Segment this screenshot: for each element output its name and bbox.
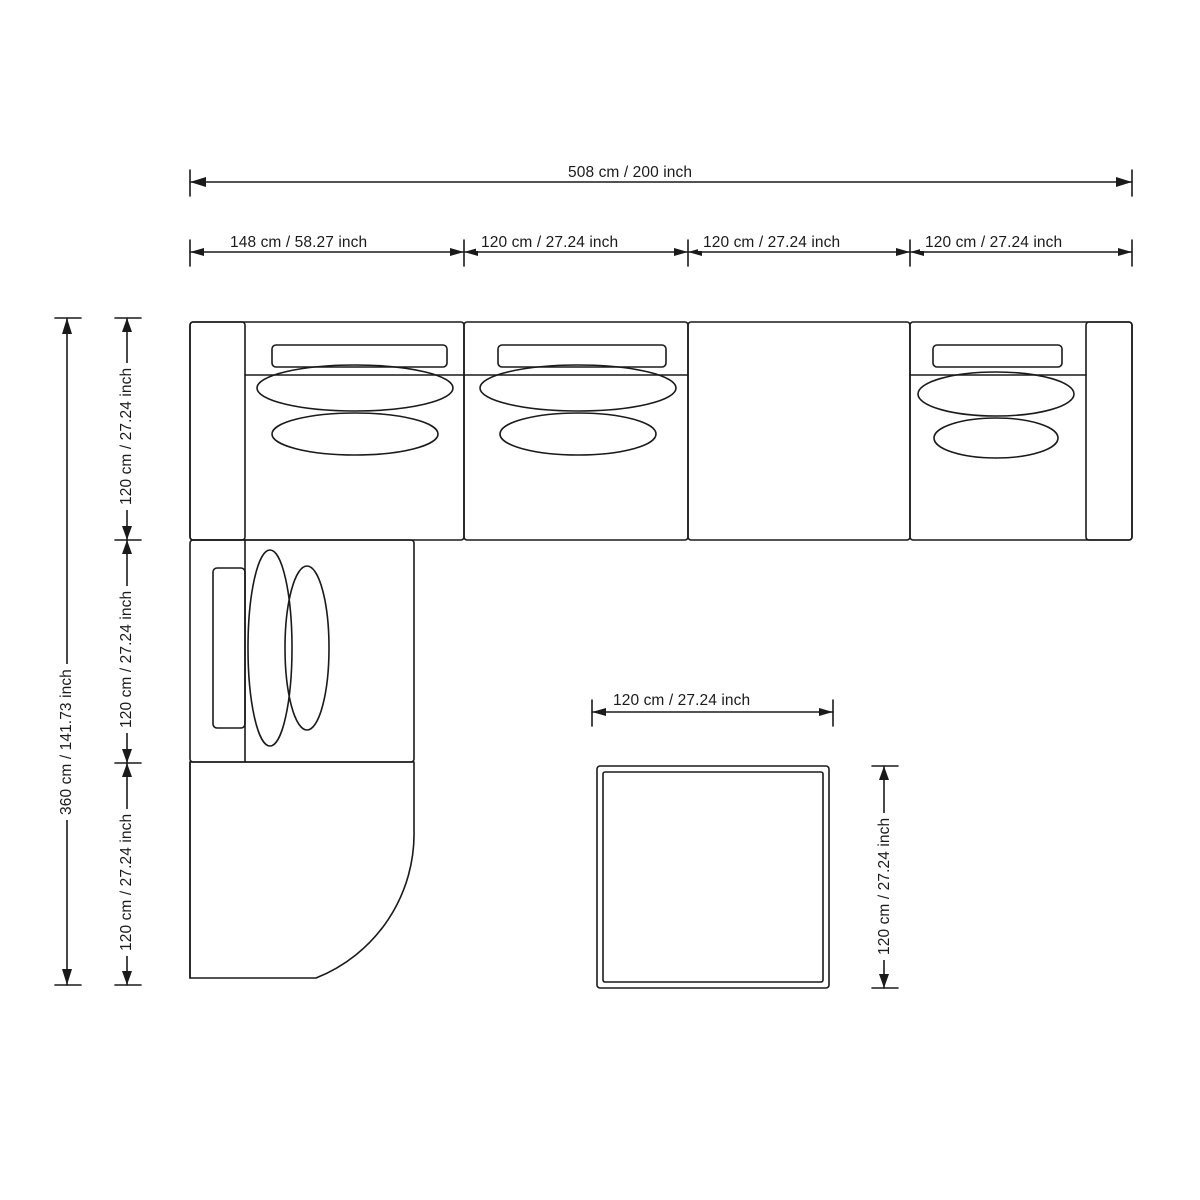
- right-armrest-module: [910, 322, 1132, 540]
- left-segment-label-1: 120 cm / 27.24 inch: [118, 363, 135, 510]
- ottoman-depth-label: 120 cm / 27.24 inch: [876, 813, 893, 960]
- overall-depth-label: 360 cm / 141.73 inch: [58, 664, 75, 820]
- top-segment-label-2: 120 cm / 27.24 inch: [476, 234, 623, 251]
- ottoman: [597, 766, 829, 988]
- top-segment-label-4: 120 cm / 27.24 inch: [920, 234, 1067, 251]
- chaise-module: [190, 540, 414, 762]
- left-segment-label-2: 120 cm / 27.24 inch: [118, 586, 135, 733]
- overall-width-label: 508 cm / 200 inch: [563, 164, 697, 181]
- top-segment-label-3: 120 cm / 27.24 inch: [698, 234, 845, 251]
- ottoman-width-label: 120 cm / 27.24 inch: [608, 692, 755, 709]
- rounded-corner-module: [190, 762, 414, 978]
- seat-module-3: [688, 322, 910, 540]
- left-segment-label-3: 120 cm / 27.24 inch: [118, 809, 135, 956]
- left-armrest-module: [190, 322, 464, 540]
- overall-depth-dimension: [55, 318, 81, 985]
- top-segment-label-1: 148 cm / 58.27 inch: [225, 234, 372, 251]
- seat-module-2: [464, 322, 688, 540]
